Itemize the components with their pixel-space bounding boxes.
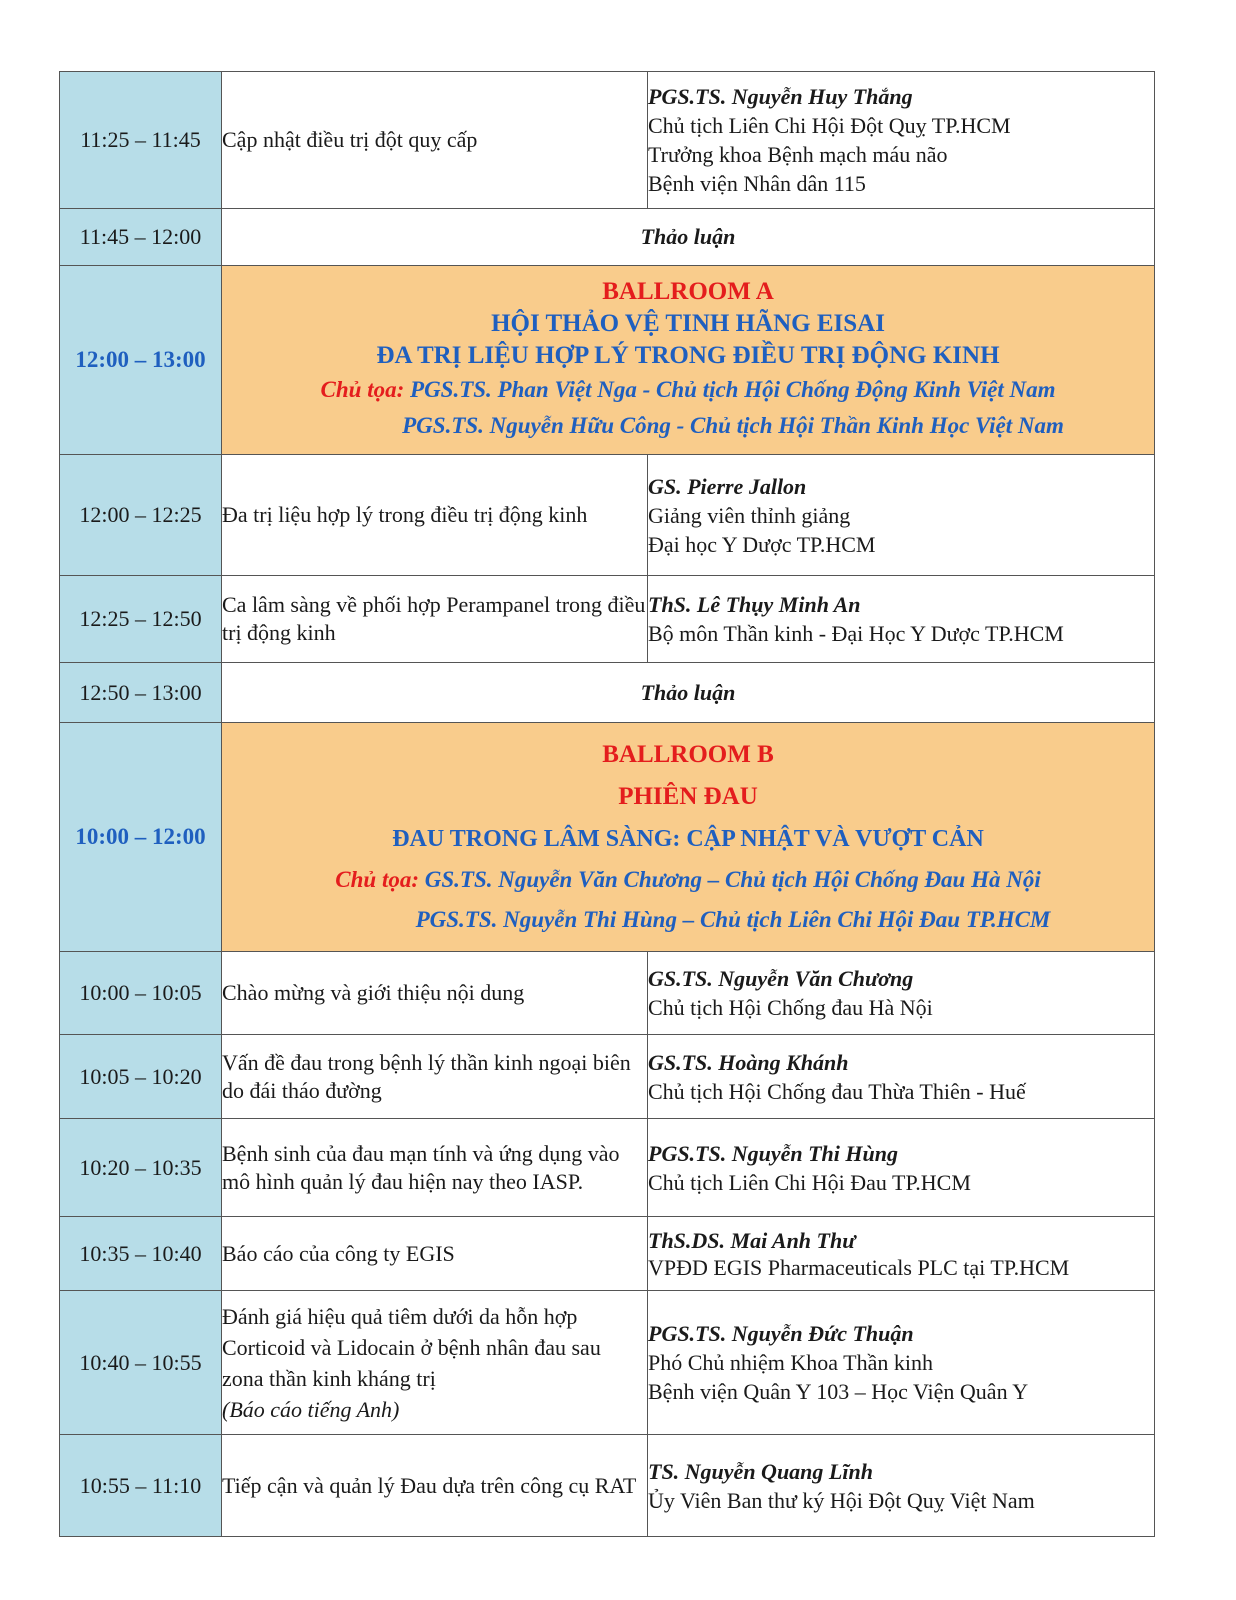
chair-label: Chủ tọa: xyxy=(320,377,405,402)
session-chair-2: PGS.TS. Nguyễn Thi Hùng – Chủ tịch Liên Chi Hội Đau TP.HCM xyxy=(415,907,1051,932)
agenda-table xyxy=(59,71,1155,1537)
speaker-affiliation: Bệnh viện Nhân dân 115 xyxy=(648,171,866,196)
topic-cell xyxy=(222,1291,648,1435)
speaker-cell xyxy=(648,455,1155,576)
speaker-name: PGS.TS. Nguyễn Thi Hùng xyxy=(648,1140,898,1166)
speaker-name: ThS.DS. Mai Anh Thư xyxy=(648,1227,856,1253)
agenda-row xyxy=(60,1035,1155,1119)
topic-text: Đánh giá hiệu quả tiêm dưới da hỗn hợp Corticoid và Lidocain ở bệnh nhân đau sau zona thần kinh kháng trị xyxy=(222,1303,601,1391)
session-time-cell: 10:00 – 12:00 xyxy=(60,723,222,952)
speaker-affiliation: Giảng viên thỉnh giảng xyxy=(648,502,851,528)
speaker-cell xyxy=(648,1035,1155,1119)
topic-cell: Tiếp cận và quản lý Đau dựa trên công cụ RAT xyxy=(222,1435,648,1537)
session-row xyxy=(60,266,1155,455)
session-room: BALLROOM A xyxy=(602,278,774,305)
speaker-affiliation: Trưởng khoa Bệnh mạch máu não xyxy=(648,142,948,167)
agenda-row xyxy=(60,209,1155,266)
speaker-name: ThS. Lê Thụy Minh An xyxy=(648,592,861,617)
topic-cell: Ca lâm sàng về phối hợp Perampanel trong điều trị động kinh xyxy=(222,576,648,663)
topic-cell: Vấn đề đau trong bệnh lý thần kinh ngoại biên do đái tháo đường xyxy=(222,1035,648,1119)
agenda-row xyxy=(60,1119,1155,1217)
speaker-name: PGS.TS. Nguyễn Đức Thuận xyxy=(648,1321,914,1346)
speaker-affiliation: Chủ tịch Liên Chi Hội Đột Quỵ TP.HCM xyxy=(648,113,1011,138)
time-cell: 10:35 – 10:40 xyxy=(60,1217,222,1291)
speaker-affiliation: Đại học Y Dược TP.HCM xyxy=(648,531,876,557)
speaker-cell xyxy=(648,952,1155,1035)
session-chair-2: PGS.TS. Nguyễn Hữu Công - Chủ tịch Hội Thần Kinh Học Việt Nam xyxy=(402,413,1064,438)
agenda-row xyxy=(60,1291,1155,1435)
topic-cell: Cập nhật điều trị đột quỵ cấp xyxy=(222,72,648,209)
time-cell: 10:00 – 10:05 xyxy=(60,952,222,1035)
speaker-affiliation: Bệnh viện Quân Y 103 – Học Viện Quân Y xyxy=(648,1379,1029,1404)
speaker-affiliation: VPĐD EGIS Pharmaceuticals PLC tại TP.HCM xyxy=(648,1254,1070,1280)
speaker-affiliation: Bộ môn Thần kinh - Đại Học Y Dược TP.HCM xyxy=(648,621,1064,646)
speaker-cell xyxy=(648,72,1155,209)
session-room: BALLROOM B xyxy=(602,741,774,768)
speaker-name: GS. Pierre Jallon xyxy=(648,473,807,499)
time-cell: 12:00 – 12:25 xyxy=(60,455,222,576)
speaker-name: TS. Nguyễn Quang Lĩnh xyxy=(648,1458,873,1484)
agenda-row xyxy=(60,952,1155,1035)
speaker-affiliation: Phó Chủ nhiệm Khoa Thần kinh xyxy=(648,1350,933,1375)
time-cell: 11:25 – 11:45 xyxy=(60,72,222,209)
session-subtitle: ĐA TRỊ LIỆU HỢP LÝ TRONG ĐIỀU TRỊ ĐỘNG KINH xyxy=(376,342,1000,369)
speaker-affiliation: Chủ tịch Hội Chống đau Thừa Thiên - Huế xyxy=(648,1078,1026,1104)
speaker-name: PGS.TS. Nguyễn Huy Thắng xyxy=(648,84,913,109)
topic-cell: Đa trị liệu hợp lý trong điều trị động kinh xyxy=(222,455,648,576)
agenda-row xyxy=(60,576,1155,663)
session-title: HỘI THẢO VỆ TINH HÃNG EISAI xyxy=(491,310,885,337)
time-cell: 10:20 – 10:35 xyxy=(60,1119,222,1217)
chair-name: PGS.TS. Phan Việt Nga - Chủ tịch Hội Chống Động Kinh Việt Nam xyxy=(410,377,1056,402)
session-chair xyxy=(222,860,1154,900)
speaker-cell xyxy=(648,576,1155,663)
agenda-row xyxy=(60,663,1155,723)
topic-cell: Báo cáo của công ty EGIS xyxy=(222,1217,648,1291)
speaker-name: GS.TS. Nguyễn Văn Chương xyxy=(648,966,914,991)
session-chair xyxy=(222,372,1154,408)
time-cell: 10:05 – 10:20 xyxy=(60,1035,222,1119)
speaker-cell xyxy=(648,1435,1155,1537)
time-cell: 10:55 – 11:10 xyxy=(60,1435,222,1537)
discussion-cell: Thảo luận xyxy=(222,209,1155,266)
time-cell: 11:45 – 12:00 xyxy=(60,209,222,266)
time-cell: 10:40 – 10:55 xyxy=(60,1291,222,1435)
speaker-cell xyxy=(648,1217,1155,1291)
speaker-affiliation: Chủ tịch Hội Chống đau Hà Nội xyxy=(648,995,933,1020)
topic-note: (Báo cáo tiếng Anh) xyxy=(222,1396,400,1422)
session-title: PHIÊN ĐAU xyxy=(618,783,758,810)
time-cell: 12:50 – 13:00 xyxy=(60,663,222,723)
topic-cell: Bệnh sinh của đau mạn tính và ứng dụng vào mô hình quản lý đau hiện nay theo IASP. xyxy=(222,1119,648,1217)
speaker-cell xyxy=(648,1291,1155,1435)
speaker-affiliation: Chủ tịch Liên Chi Hội Đau TP.HCM xyxy=(648,1169,971,1195)
agenda-row xyxy=(60,1435,1155,1537)
agenda-row xyxy=(60,455,1155,576)
discussion-cell: Thảo luận xyxy=(222,663,1155,723)
session-time-cell: 12:00 – 13:00 xyxy=(60,266,222,455)
time-cell: 12:25 – 12:50 xyxy=(60,576,222,663)
session-row xyxy=(60,723,1155,952)
session-header-cell xyxy=(222,266,1155,455)
speaker-name: GS.TS. Hoàng Khánh xyxy=(648,1049,849,1075)
session-header-cell xyxy=(222,723,1155,952)
chair-label: Chủ tọa: xyxy=(335,867,419,892)
topic-cell: Chào mừng và giới thiệu nội dung xyxy=(222,952,648,1035)
speaker-affiliation: Ủy Viên Ban thư ký Hội Đột Quỵ Việt Nam xyxy=(648,1487,1035,1513)
speaker-cell xyxy=(648,1119,1155,1217)
agenda-row xyxy=(60,1217,1155,1291)
chair-name: GS.TS. Nguyễn Văn Chương – Chủ tịch Hội Chống Đau Hà Nội xyxy=(424,867,1041,892)
session-subtitle: ĐAU TRONG LÂM SÀNG: CẬP NHẬT VÀ VƯỢT CẢN xyxy=(392,826,984,852)
agenda-row xyxy=(60,72,1155,209)
